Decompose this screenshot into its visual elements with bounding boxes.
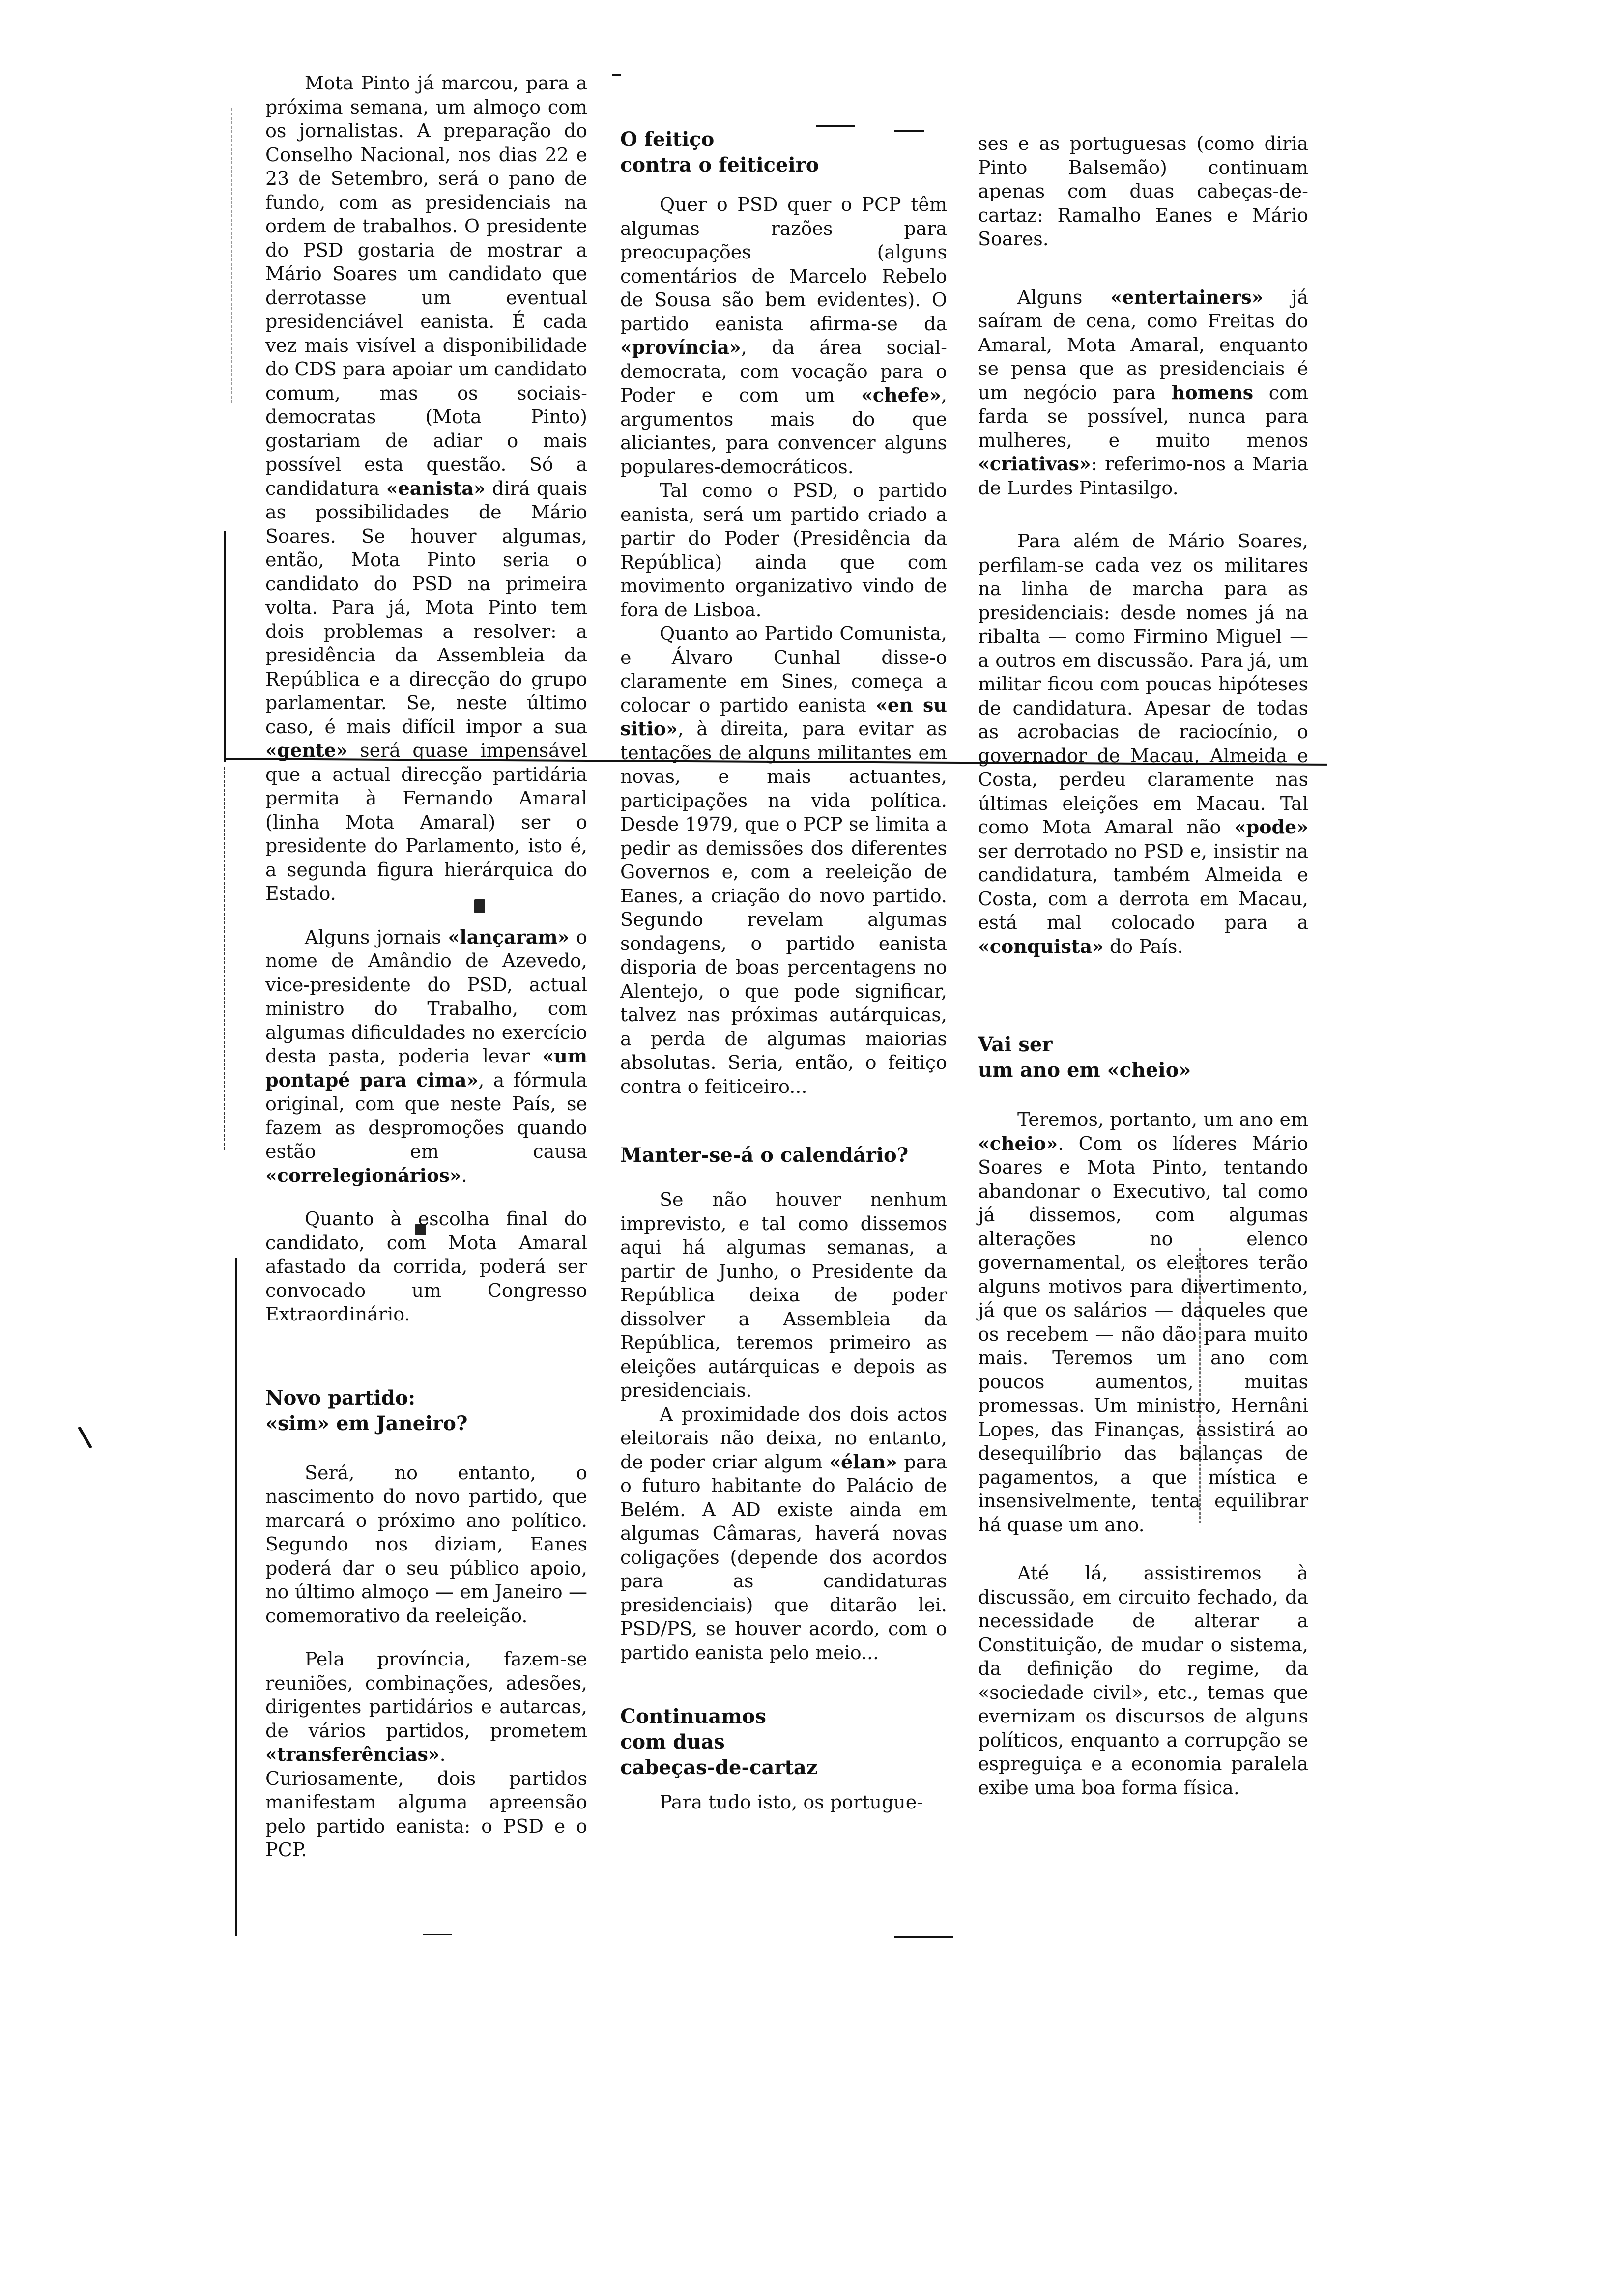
article-column-2 — [620, 127, 947, 1814]
paragraph-provincia: Pela província, fazem-se reuniões, combinações, adesões, dirigentes partidários e autarcas, de vários partidos, prometem «transferências». Curiosamente, dois partidos manifestam alguma apreensão pelo partido eanista: o PSD e o PCP. — [265, 1648, 587, 1861]
heading-duas-cabecas: Continuamos com duas cabeças-de-cartaz — [620, 1705, 818, 1779]
heading-ano-cheio: Vai ser um ano em «cheio» — [978, 1033, 1191, 1082]
paragraph-mota-pinto: Mota Pinto já marcou, para a próxima semana, um almoço com os jornalistas. A preparação do Conselho Nacional, nos dias 22 e 23 de Setembro, será o pano de fundo, com as presidenciais na ordem de trabalhos. O presidente do PSD gostaria de mostrar a Mário Soares um candidato que derrotasse um eventual presidenciável eanista. É cada vez mais visível a disponibilidade do CDS para apoiar um candidato comum, mas os sociais-democratas (Mota Pinto) gostariam de adiar o mais possível esta questão. Só a candidatura «eanista» dirá quais as possibilidades de Mário Soares. Se houver algumas, então, Mota Pinto seria o candidato do PSD na primeira volta. Para já, Mota Pinto tem dois problemas a resolver: a presidência da Assembleia da República e a direcção do grupo parlamentar. Se, neste último caso, é mais difícil impor a sua «gente» será quase impensável que a actual direcção partidária permita à Fernando Amaral (linha Mota Amaral) ser o presidente do Parlamento, isto é, a segunda figura hierárquica do Estado. — [265, 72, 587, 904]
heading-novo-partido: Novo partido: «sim» em Janeiro? — [265, 1386, 468, 1435]
left-margin-dashed-line — [224, 767, 227, 1150]
article-column-3 — [978, 132, 1308, 1800]
paragraph-nascimento: Será, no entanto, o nascimento do novo partido, que marcará o próximo ano político. Segundo nos diziam, Eanes poderá dar o seu público apoio, no último almoço — em Janeiro — comemorativo da reeleição. — [265, 1462, 587, 1627]
paragraph-partido-comunista: Quanto ao Partido Comunista, e Álvaro Cunhal disse-o claramente em Sines, começa a colocar o partido eanista «en su sitio», à direita, para evitar as tentações de alguns militantes em novas, e mais actuantes, participações na vida política. Desde 1979, que o PCP se limita a pedir as demissões dos diferentes Governos e, com a reeleição de Eanes, a criação do novo partido. Segundo revelam algumas sondagens, o partido eanista disporia de boas percentagens no Alentejo, o que pode significar, talvez nas próximas autárquicas, a perda de algumas maiorias absolutas. Seria, então, o feitiço contra o feiticeiro... — [620, 623, 947, 1097]
stray-pen-mark — [78, 1426, 92, 1449]
bottom-dashes-2 — [894, 1936, 953, 1938]
paragraph-quer-psd-pcp: Quer o PSD quer o PCP têm algumas razões para preocupações (alguns comentários de Marcelo Rebelo de Sousa são bem evidentes). O partido eanista afirma-se da «província», da área social-democrata, com vocação para o Poder e com um «chefe», argumentos mais do que aliciantes, para convencer alguns populares-democráticos. — [620, 194, 947, 478]
paragraph-proximidade: A proximidade dos dois actos eleitorais não deixa, no entanto, de poder criar algum «élan» para o futuro habitante do Palácio de Belém. A AD existe ainda em algumas Câmaras, haverá novas coligações (depende dos acordos para as candidaturas presidenciais) que ditarão lei. PSD/PS, se houver acordo, com o partido eanista pelo meio... — [620, 1403, 947, 1664]
paragraph-teremos: Teremos, portanto, um ano em «cheio». Com os líderes Mário Soares e Mota Pinto, tentando abandonar o Executivo, tal como já dissemos, com algumas alterações no elenco governamental, os eleitores terão alguns motivos para divertimento, já que os salários — daqueles que os recebem — não dão para muito mais. Teremos um ano com poucos aumentos, muitas promessas. Um ministro, Hernâni Lopes, das Finanças, assistirá ao desequilíbrio das balanças de pagamentos, a que mística e insensivelmente, tenta equilibrar há quase um ano. — [978, 1109, 1308, 1536]
paragraph-ate-la: Até lá, assistiremos à discussão, em circuito fechado, da necessidade de alterar a Constituição, de mudar o sistema, da definição do regime, da «sociedade civil», etc., temas que evernizam os discursos de alguns políticos, enquanto a corrupção se espreguiça e a economia paralela exibe uma boa forma física. — [978, 1562, 1308, 1799]
top-mark — [612, 74, 621, 76]
paragraph-para-tudo-isto: Para tudo isto, os portugue- — [660, 1791, 923, 1813]
paragraph-amandio: Alguns jornais «lançaram» o nome de Amândio de Azevedo, vice-presidente do PSD, actual ministro do Trabalho, com algumas dificuldades no exercício desta pasta, poderia levar «um pontapé para cima», a fórmula original, com que neste País, se fazem as despromoções quando estão em causa «correlegionários». — [265, 925, 587, 1186]
paragraph-portuguesas: ses e as portuguesas (como diria Pinto Balsemão) continuam apenas com duas cabeças-de-cartaz: Ramalho Eanes e Mário Soares. — [978, 133, 1308, 250]
bottom-dashes — [423, 1934, 452, 1935]
left-margin-bar-upper — [224, 531, 226, 762]
paragraph-militares: Para além de Mário Soares, perfilam-se cada vez os militares na linha de marcha para as presidenciais: desde nomes já na ribalta — como Firmino Miguel — a outros em discussão. Para já, um militar ficou com poucas hipóteses de candidatura. Apesar de todas as acrobacias de raciocínio, o governador de Macau, Almeida e Costa, perdeu claramente nas últimas eleições em Macau. Tal como Mota Amaral não «pode» ser derrotado no PSD e, insistir na candidatura, também Almeida e Costa, com a derrota em Macau, está mal colocado para a «conquista» do País. — [978, 530, 1308, 957]
paragraph-entertainers: Alguns «entertainers» já saíram de cena, como Freitas do Amaral, Mota Amaral, enquanto se pensa que as presidenciais é um negócio para homens com farda se possível, nunca para mulheres, e muito menos «criativas»: referimo-nos a Maria de Lurdes Pintasilgo. — [978, 286, 1308, 499]
left-margin-bar-lower — [235, 1258, 237, 1936]
heading-calendario: Manter-se-á o calendário? — [620, 1144, 909, 1167]
paragraph-tal-como-psd: Tal como o PSD, o partido eanista, será um partido criado a partir do Poder (Presidência da República) ainda que com movimento organizativo vindo de fora de Lisboa. — [620, 480, 947, 621]
paragraph-escolha-final: Quanto à escolha final do candidato, com Mota Amaral afastado da corrida, poderá ser convocado um Congresso Extraordinário. — [265, 1208, 587, 1325]
article-column-1 — [265, 71, 587, 1862]
left-margin-dots — [231, 108, 234, 403]
heading-feitico: O feitiço contra o feiticeiro — [620, 128, 819, 176]
paragraph-imprevisto: Se não houver nenhum imprevisto, e tal como dissemos aqui há algumas semanas, a partir de Junho, o Presidente da República deixa de poder dissolver a Assembleia da República, teremos primeiro as eleições autárquicas e depois as presidenciais. — [620, 1189, 947, 1401]
